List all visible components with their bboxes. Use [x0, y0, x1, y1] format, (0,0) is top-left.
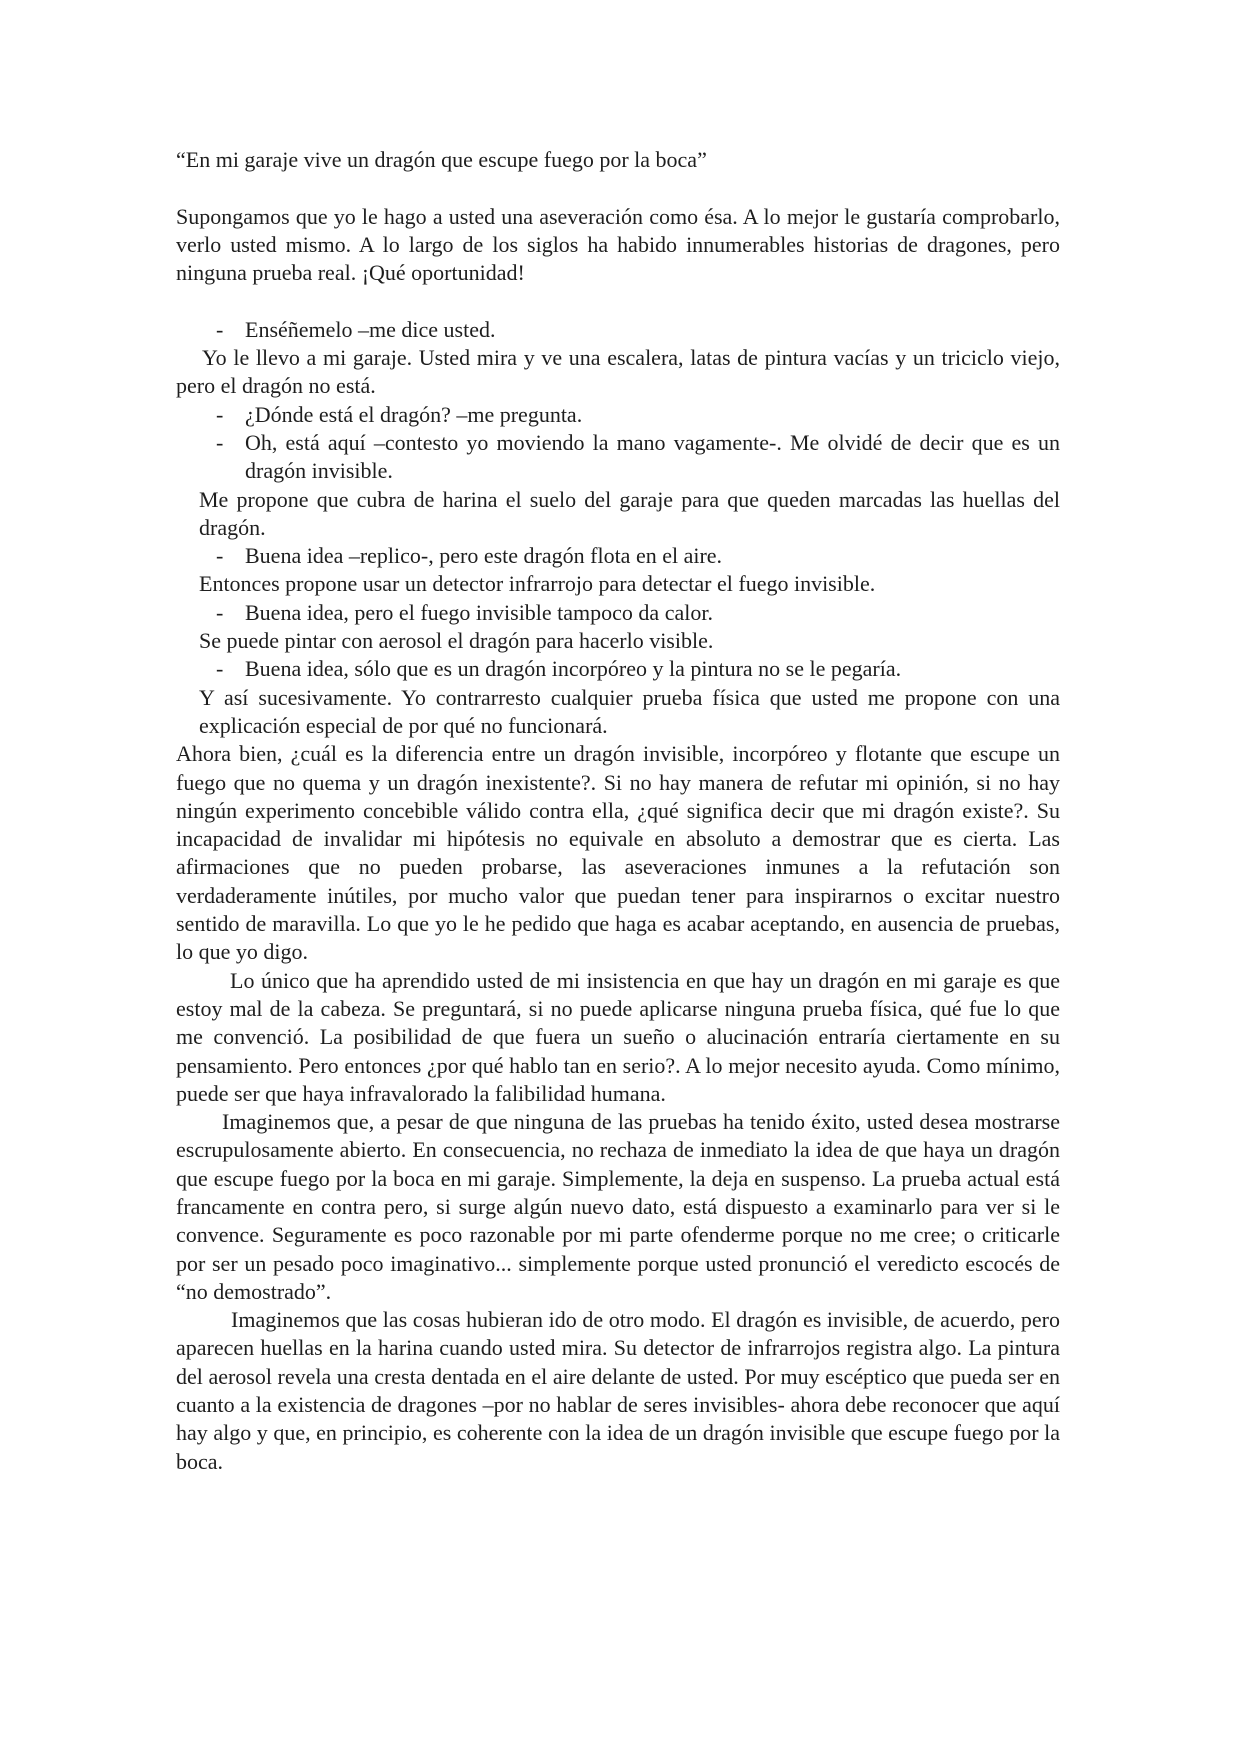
dialog-item-incorporeal — [176, 655, 1060, 683]
paragraph-imagine-open: Imaginemos que, a pesar de que ninguna de las pruebas ha tenido éxito, usted desea mostrarse escrupulosamente abierto. En consecuencia, no rechaza de inmediato la idea de que haya un dragón que escupe fuego por la boca en mi garaje. Simplemente, la deja en suspenso. La prueba actual está francamente en contra pero, si surge algún nuevo dato, está dispuesto a examinarlo para ver si le convence. Seguramente es poco razonable por mi parte ofenderme porque no me cree; o criticarle por ser un pesado poco imaginativo... simplemente porque usted pronunció el veredicto escocés de “no demostrado”. — [176, 1109, 1060, 1304]
paragraph-spray-paint: Se puede pintar con aerosol el dragón para hacerlo visible. — [199, 628, 714, 654]
dialog-item-text: Buena idea –replico-, pero este dragón flota en el aire. — [245, 543, 723, 569]
dash-bullet: - — [216, 543, 224, 569]
paragraph-intro: Supongamos que yo le hago a usted una aseveración como ésa. A lo mejor le gustaría comprobarlo, verlo usted mismo. A lo largo de los siglos ha habido innumerables historias de dragones, pero ninguna prueba real. ¡Qué oportunidad! — [176, 203, 1060, 286]
dash-bullet: - — [216, 656, 224, 682]
paragraph-and-so-on: Y así sucesivamente. Yo contrarresto cualquier prueba física que usted me propone con una explicación especial de por qué no funcionará. — [199, 684, 1060, 738]
paragraph-infrared: Entonces propone usar un detector infrarrojo para detectar el fuego invisible. — [199, 571, 876, 597]
dash-bullet: - — [216, 429, 224, 455]
paragraph-garage-visit: Yo le llevo a mi garaje. Usted mira y ve una escalera, latas de pintura vacías y un triciclo viejo, pero el dragón no está. — [176, 345, 1060, 399]
blank-line — [176, 287, 1060, 315]
dash-bullet: - — [216, 316, 224, 342]
dialog-item-text: Buena idea, sólo que es un dragón incorpóreo y la pintura no se le pegaría. — [245, 656, 902, 682]
document-content — [176, 146, 1060, 1476]
dialog-item-text: Buena idea, pero el fuego invisible tampoco da calor. — [245, 599, 713, 625]
dialog-item-text: Enséñemelo –me dice usted. — [245, 316, 496, 342]
dialog-item-text: ¿Dónde está el dragón? –me pregunta. — [245, 401, 583, 427]
dialog-item-where-dragon — [176, 401, 1060, 429]
dialog-item-text: Oh, está aquí –contesto yo moviendo la mano vagamente-. Me olvidé de decir que es un dragón invisible. — [245, 429, 1060, 484]
document-title: “En mi garaje vive un dragón que escupe fuego por la boca” — [176, 147, 707, 172]
paragraph-now-then: Ahora bien, ¿cuál es la diferencia entre un dragón invisible, incorpóreo y flotante que escupe un fuego que no quema y un dragón inexistente?. Si no hay manera de refutar mi opinión, si no hay ningún experimento concebible válido contra ella, ¿qué significa decir que mi dragón existe?. Su incapacidad de invalidar mi hipótesis no equivale en absoluto a demostrar que es cierta. Las afirmaciones que no pueden probarse, las aseveraciones inmunes a la refutación son verdaderamente inútiles, por mucho valor que puedan tener para inspirarnos o excitar nuestro sentido de maravilla. Lo que yo le he pedido que haga es acabar aceptando, en ausencia de pruebas, lo que yo digo. — [176, 741, 1060, 965]
dialog-item-show-me — [176, 316, 1060, 344]
paragraph-flour: Me propone que cubra de harina el suelo del garaje para que queden marcadas las huellas del dragón. — [199, 486, 1060, 540]
paragraph-imagine-other: Imaginemos que las cosas hubieran ido de otro modo. El dragón es invisible, de acuerdo, pero aparecen huellas en la harina cuando usted mira. Su detector de infrarrojos registra algo. La pintura del aerosol revela una cresta dentada en el aire delante de usted. Por muy escéptico que pueda ser en cuanto a la existencia de dragones –por no hablar de seres invisibles- ahora debe reconocer que aquí hay algo y que, en principio, es coherente con la idea de un dragón invisible que escupe fuego por la boca. — [176, 1307, 1060, 1474]
dialog-item-no-heat — [176, 599, 1060, 627]
dash-bullet: - — [216, 401, 224, 427]
dash-bullet: - — [216, 599, 224, 625]
paragraph-only-thing: Lo único que ha aprendido usted de mi insistencia en que hay un dragón en mi garaje es que estoy mal de la cabeza. Se preguntará, si no puede aplicarse ninguna prueba física, qué fue lo que me convenció. La posibilidad de que fuera un sueño o alucinación entraría ciertamente en su pensamiento. Pero entonces ¿por qué hablo tan en serio?. A lo mejor necesito ayuda. Como mínimo, puede ser que haya infravalorado la falibilidad humana. — [176, 967, 1060, 1106]
blank-line — [176, 174, 1060, 202]
dialog-item-oh-here — [176, 429, 1060, 486]
dialog-item-floats — [176, 542, 1060, 570]
